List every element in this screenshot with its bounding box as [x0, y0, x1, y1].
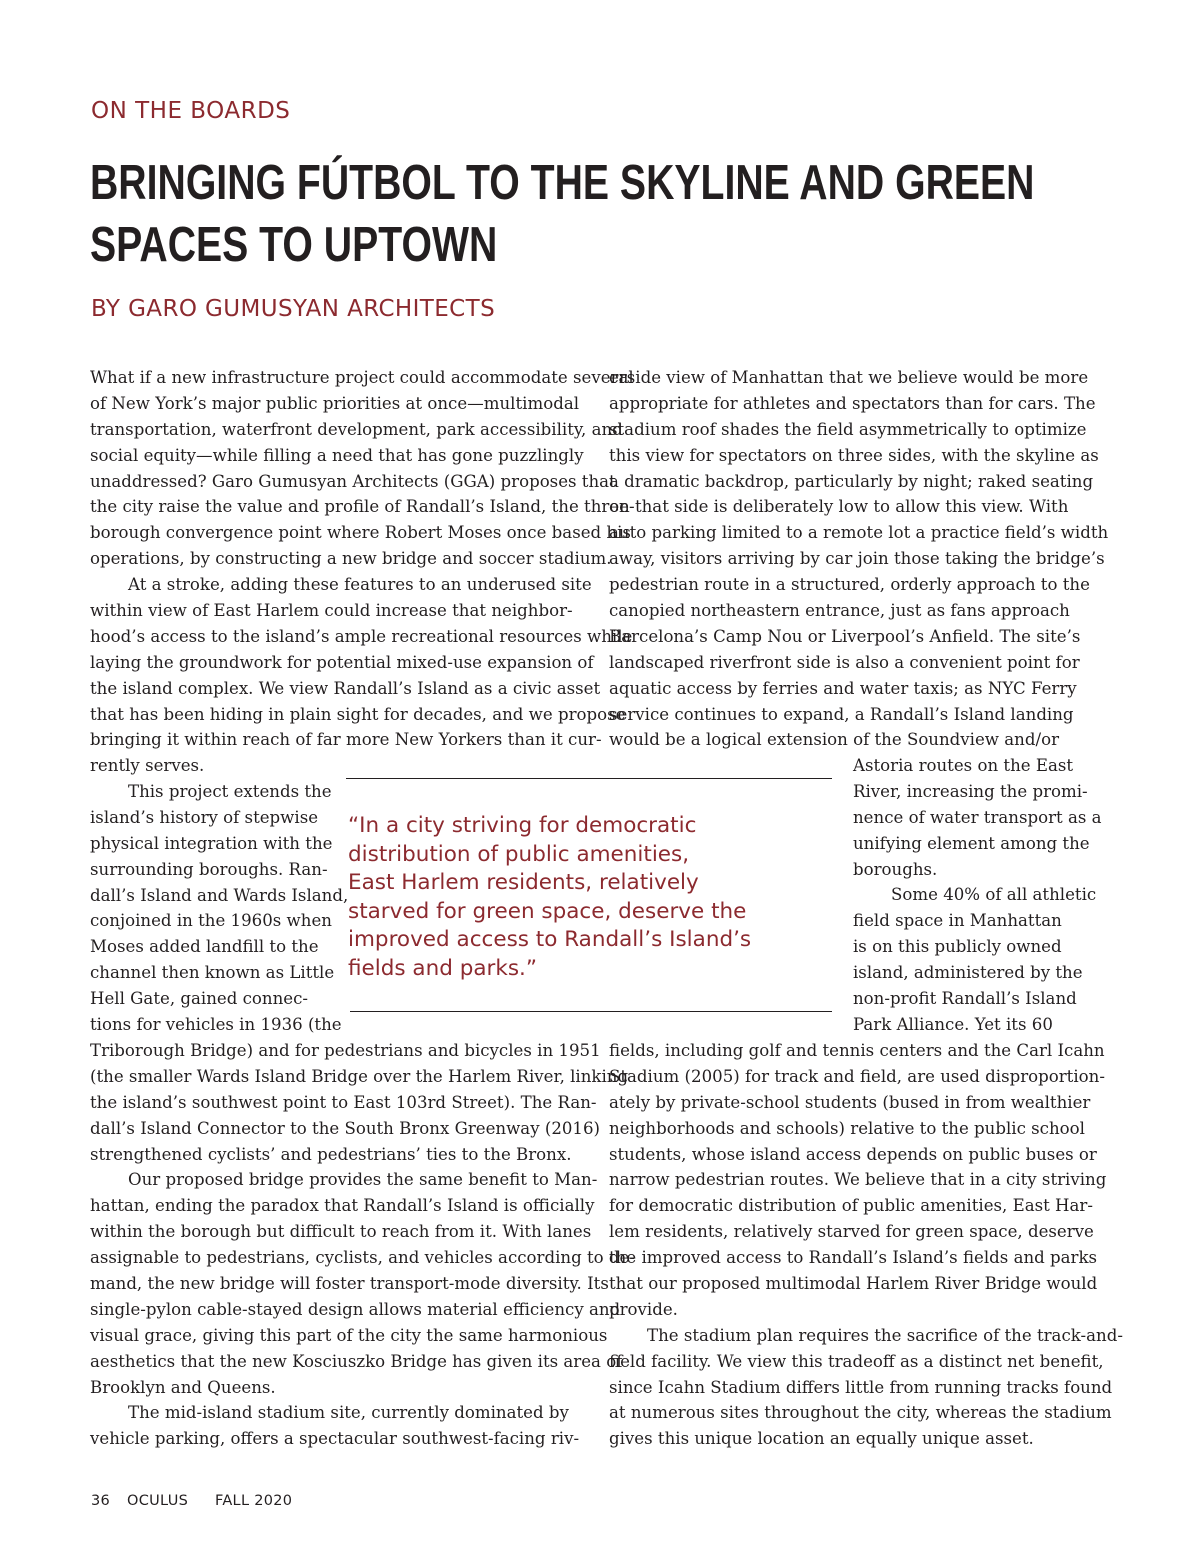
issue-label: FALL 2020 [215, 1493, 293, 1509]
body-line: erside view of Manhattan that we believe would be more [609, 368, 1089, 387]
body-line: aquatic access by ferries and water taxis; as NYC Ferry [609, 678, 1077, 698]
publication-name: OCULUS [126, 1493, 189, 1509]
body-line: neighborhoods and schools) relative to the public school [609, 1118, 1085, 1138]
body-line: at numerous sites throughout the city, whereas the stadium [609, 1403, 1112, 1423]
pull-quote [348, 812, 818, 984]
body-line: canopied northeastern entrance, just as fans approach [609, 601, 1070, 621]
body-line: away, visitors arriving by car join those taking the bridge’s [609, 549, 1105, 569]
body-line: laying the groundwork for potential mixed-use expansion of [90, 652, 594, 672]
body-line: that has been hiding in plain sight for decades, and we propose [90, 704, 626, 724]
pull-quote-line: starved for green space, deserve the [348, 898, 747, 924]
body-line: within the borough but difficult to reach from it. With lanes [90, 1222, 592, 1242]
body-line: since Icahn Stadium differs little from running tracks found [609, 1377, 1113, 1397]
body-line: stadium roof shades the field asymmetrically to optimize [609, 419, 1087, 439]
body-line: lem residents, relatively starved for green space, deserve [609, 1222, 1094, 1242]
pull-quote-top-rule [346, 778, 832, 779]
body-line: hattan, ending the paradox that Randall’s Island is officially [90, 1196, 595, 1216]
body-line: unifying element among the [853, 833, 1090, 853]
body-line: The stadium plan requires the sacrifice of the track-and- [647, 1325, 1123, 1345]
body-line: single-pylon cable-stayed design allows material efficiency and [90, 1299, 621, 1319]
body-line: dall’s Island and Wards Island, [90, 885, 349, 905]
body-line: Our proposed bridge provides the same benefit to Man- [128, 1170, 598, 1190]
page-number: 36 [91, 1493, 111, 1509]
body-line: dall’s Island Connector to the South Bronx Greenway (2016) [90, 1118, 601, 1138]
body-line: Hell Gate, gained connec- [90, 989, 308, 1009]
body-line: boroughs. [853, 859, 938, 879]
body-line: conjoined in the 1960s when [90, 911, 332, 931]
body-line: assignable to pedestrians, cyclists, and vehicles according to de- [90, 1248, 635, 1268]
body-line: ately by private-school students (bused in from wealthier [609, 1092, 1091, 1112]
body-line: vehicle parking, offers a spectacular southwest-facing riv- [90, 1429, 580, 1449]
body-line: would be a logical extension of the Soundview and/or [609, 730, 1060, 750]
left-column-narrow [90, 779, 348, 1038]
body-line: the island complex. We view Randall’s Island as a civic asset [90, 678, 601, 698]
body-line: surrounding boroughs. Ran- [90, 859, 328, 879]
body-line: landscaped riverfront side is also a convenient point for [609, 652, 1080, 672]
body-line: rently serves. [90, 756, 205, 776]
body-line: service continues to expand, a Randall’s Island landing [609, 704, 1074, 724]
body-line: What if a new infrastructure project could accommodate several [90, 368, 634, 387]
body-line: operations, by constructing a new bridge and soccer stadium. [90, 549, 612, 569]
body-line: social equity—while filling a need that has gone puzzlingly [90, 445, 584, 465]
body-line: River, increasing the promi- [853, 781, 1088, 801]
body-line: transportation, waterfront development, park accessibility, and [90, 419, 623, 439]
body-line: pedestrian route in a structured, orderly approach to the [609, 575, 1090, 595]
body-line: visual grace, giving this part of the city the same harmonious [90, 1325, 608, 1345]
body-line: tions for vehicles in 1936 (the [90, 1015, 342, 1035]
body-line: physical integration with the [90, 833, 333, 853]
body-line: narrow pedestrian routes. We believe that in a city striving [609, 1170, 1107, 1190]
page-footer [91, 1493, 304, 1509]
body-line: Moses added landfill to the [90, 937, 319, 957]
body-line: mand, the new bridge will foster transport-mode diversity. Its [90, 1274, 609, 1294]
body-line: borough convergence point where Robert Moses once based his [90, 523, 631, 543]
body-line: provide. [609, 1299, 678, 1319]
body-line: island, administered by the [853, 963, 1083, 983]
pull-quote-bottom-rule [350, 1011, 832, 1012]
left-column-bottom [90, 1038, 635, 1452]
pull-quote-line: improved access to Randall’s Island’s [348, 927, 752, 953]
body-line: channel then known as Little [90, 963, 335, 983]
pull-quote-line: distribution of public amenities, [348, 841, 690, 867]
body-line: unaddressed? Garo Gumusyan Architects (GGA) proposes that [90, 471, 616, 491]
body-line: field space in Manhattan [853, 911, 1062, 931]
body-line: Triborough Bridge) and for pedestrians and bicycles in 1951 [90, 1041, 601, 1060]
body-line: bringing it within reach of far more New Yorkers than it cur- [90, 730, 602, 750]
right-column-narrow [853, 753, 1102, 1038]
body-line: Stadium (2005) for track and field, are used disproportion- [609, 1066, 1105, 1086]
body-line: gives this unique location an equally unique asset. [609, 1429, 1034, 1449]
body-line: the city raise the value and profile of Randall’s Island, the three- [90, 497, 635, 517]
body-line: this view for spectators on three sides, with the skyline as [609, 445, 1099, 465]
article-headline [90, 152, 1035, 276]
body-line: (the smaller Wards Island Bridge over the Harlem River, linking [90, 1066, 629, 1086]
body-line: aesthetics that the new Kosciuszko Bridge has given its area of [90, 1351, 623, 1371]
body-line: At a stroke, adding these features to an underused site [128, 575, 592, 595]
body-line: within view of East Harlem could increase that neighbor- [90, 601, 573, 621]
pull-quote-line: East Harlem residents, relatively [348, 870, 699, 896]
body-line: auto parking limited to a remote lot a practice field’s width [609, 523, 1109, 543]
right-column-bottom [609, 1038, 1123, 1452]
body-line: appropriate for athletes and spectators than for cars. The [609, 393, 1096, 413]
body-line: non-profit Randall’s Island [853, 989, 1077, 1009]
body-line: the improved access to Randall’s Island’s fields and parks [609, 1248, 1098, 1268]
left-column-top [90, 365, 635, 779]
right-column-top [609, 365, 1108, 753]
body-line: Barcelona’s Camp Nou or Liverpool’s Anfield. The site’s [609, 626, 1081, 646]
body-line: is on this publicly owned [853, 937, 1062, 957]
article-byline: BY GARO GUMUSYAN ARCHITECTS [91, 296, 496, 322]
headline-line-2: SPACES TO UPTOWN [90, 218, 498, 272]
body-line: that our proposed multimodal Harlem River Bridge would [609, 1274, 1098, 1294]
pull-quote-line: fields and parks.” [348, 955, 537, 981]
section-label: ON THE BOARDS [91, 98, 291, 124]
body-line: strengthened cyclists’ and pedestrians’ ties to the Bronx. [90, 1144, 572, 1164]
body-line: on that side is deliberately low to allow this view. With [609, 497, 1069, 517]
body-line: students, whose island access depends on public buses or [609, 1144, 1097, 1164]
body-line: The mid-island stadium site, currently dominated by [128, 1403, 569, 1423]
body-line: This project extends the [128, 782, 332, 801]
body-line: Park Alliance. Yet its 60 [853, 1014, 1053, 1034]
body-line: hood’s access to the island’s ample recreational resources while [90, 626, 633, 646]
body-line: nence of water transport as a [853, 807, 1102, 827]
body-line: of New York’s major public priorities at once—multimodal [90, 393, 580, 413]
pull-quote-line: “In a city striving for democratic [348, 813, 697, 838]
body-line: island’s history of stepwise [90, 807, 319, 827]
body-line: Some 40% of all athletic [891, 885, 1097, 905]
body-line: a dramatic backdrop, particularly by night; raked seating [609, 471, 1094, 491]
body-line: Astoria routes on the East [853, 756, 1074, 775]
body-line: Brooklyn and Queens. [90, 1377, 276, 1397]
body-line: the island’s southwest point to East 103rd Street). The Ran- [90, 1092, 597, 1112]
headline-line-1: BRINGING FÚTBOL TO THE SKYLINE AND GREEN [90, 156, 1035, 210]
body-line: for democratic distribution of public amenities, East Har- [609, 1196, 1093, 1216]
body-line: fields, including golf and tennis centers and the Carl Icahn [609, 1041, 1105, 1060]
body-line: field facility. We view this tradeoff as a distinct net benefit, [609, 1351, 1104, 1371]
